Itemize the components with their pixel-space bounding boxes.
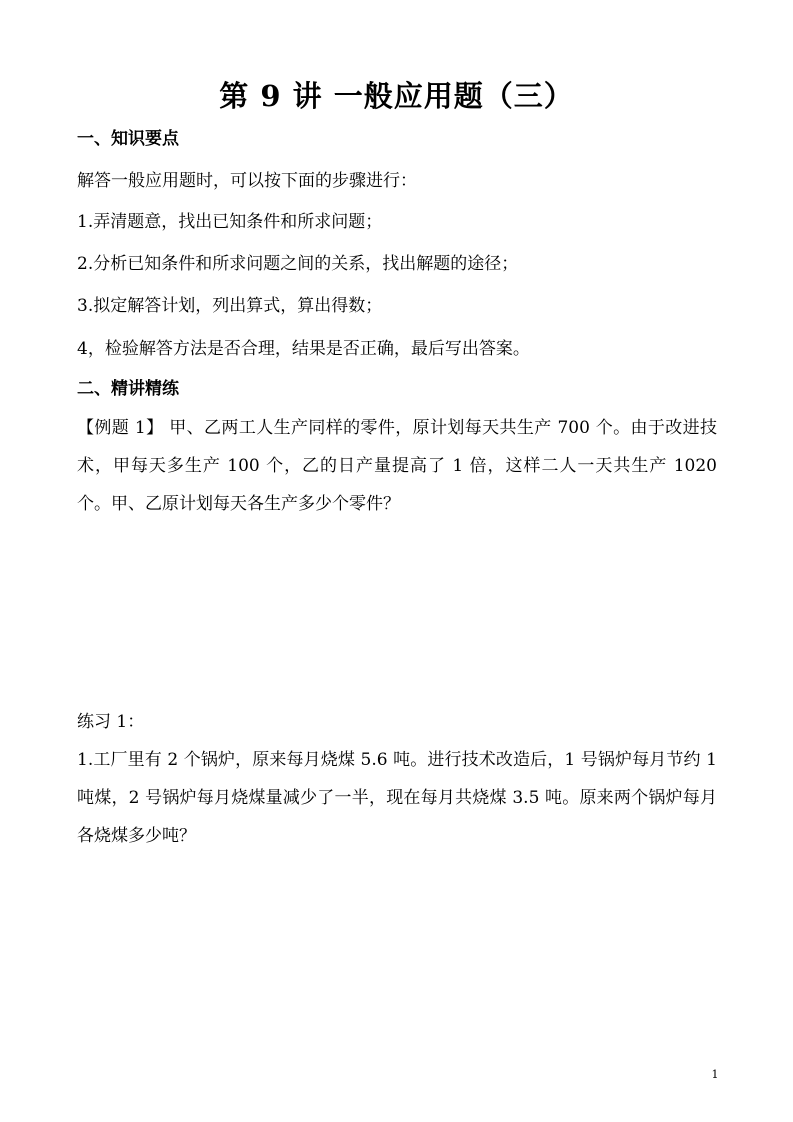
step-2: 2.分析已知条件和所求问题之间的关系，找出解题的途径； — [77, 254, 519, 274]
section-heading-practice: 二、精讲精练 — [77, 379, 179, 399]
section-heading-knowledge-points: 一、知识要点 — [77, 129, 179, 149]
example-1-problem: 【例题 1】 甲、乙两工人生产同样的零件，原计划每天共生产 700 个。由于改进技术，甲每天多生产 100 个，乙的日产量提高了 1 倍，这样二人一天共生产 1020 个。甲、乙原计划每天各生产多少个零件？ — [77, 418, 717, 514]
step-4: 4，检验解答方法是否合理，结果是否正确，最后写出答案。 — [77, 339, 530, 359]
step-3: 3.拟定解答计划，列出算式，算出得数； — [77, 296, 383, 316]
step-1: 1.弄清题意，找出已知条件和所求问题； — [77, 212, 383, 232]
intro-text: 解答一般应用题时，可以按下面的步骤进行： — [77, 171, 417, 191]
page-number: 1 — [711, 1068, 719, 1081]
lesson-title: 第 9 讲 一般应用题（三） — [219, 79, 574, 113]
exercise-1-question-1: 1.工厂里有 2 个锅炉，原来每月烧煤 5.6 吨。进行技术改造后，1 号锅炉每月节约 1 吨煤，2 号锅炉每月烧煤量减少了一半，现在每月共烧煤 3.5 吨。原来两个锅炉每月各烧煤多少吨？ — [77, 750, 717, 846]
exercise-1-label: 练习 1： — [77, 712, 145, 732]
